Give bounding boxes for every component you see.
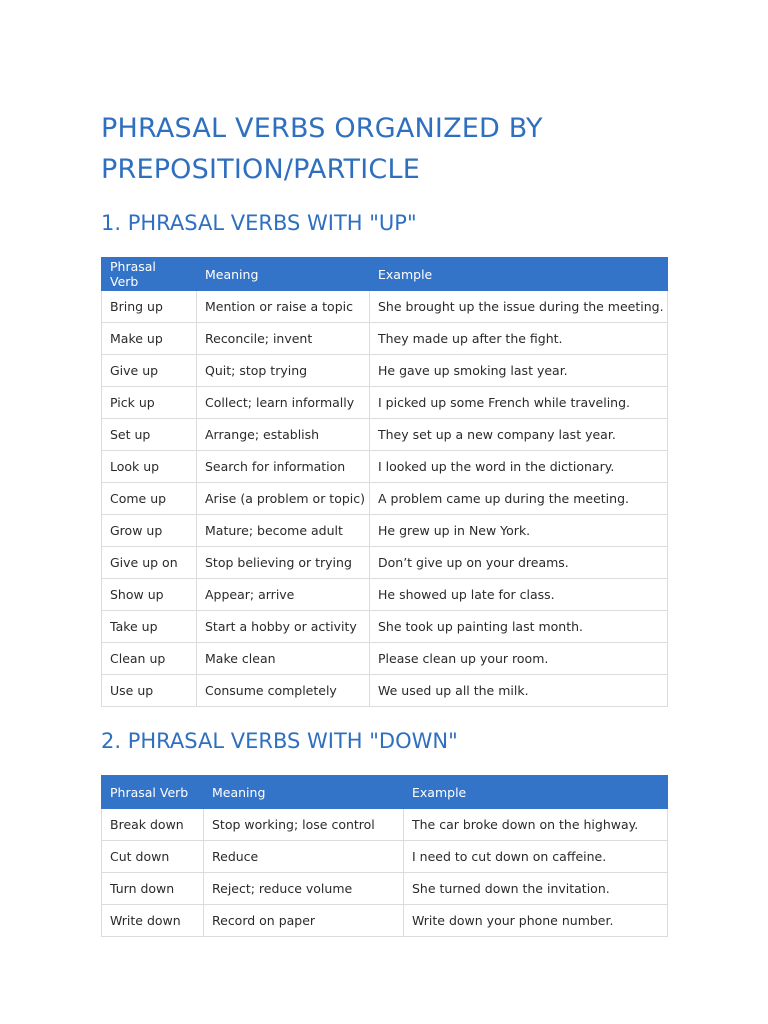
cell-example: A problem came up during the meeting. [370,483,668,515]
cell-phrasal-verb: Show up [102,579,197,611]
cell-meaning: Start a hobby or activity [197,611,370,643]
cell-meaning: Mature; become adult [197,515,370,547]
cell-phrasal-verb: Turn down [102,873,204,905]
cell-example: Write down your phone number. [404,905,668,937]
table-row [102,809,668,841]
table-header-row [102,776,668,809]
cell-example: He gave up smoking last year. [370,355,668,387]
cell-phrasal-verb: Make up [102,323,197,355]
table-row [102,643,668,675]
cell-meaning: Arrange; establish [197,419,370,451]
cell-meaning: Search for information [197,451,370,483]
cell-example: They set up a new company last year. [370,419,668,451]
cell-example: She took up painting last month. [370,611,668,643]
cell-meaning: Make clean [197,643,370,675]
cell-example: They made up after the fight. [370,323,668,355]
cell-example: He showed up late for class. [370,579,668,611]
table-row [102,873,668,905]
cell-meaning: Stop believing or trying [197,547,370,579]
cell-example: I looked up the word in the dictionary. [370,451,668,483]
column-header-example: Example [370,258,668,291]
cell-meaning: Reconcile; invent [197,323,370,355]
table-row [102,515,668,547]
cell-example: I need to cut down on caffeine. [404,841,668,873]
cell-meaning: Arise (a problem or topic) [197,483,370,515]
section-heading-up: 1. PHRASAL VERBS WITH "UP" [101,211,417,235]
table-row [102,547,668,579]
cell-phrasal-verb: Give up [102,355,197,387]
column-header-meaning: Meaning [197,258,370,291]
cell-phrasal-verb: Clean up [102,643,197,675]
document-title: PHRASAL VERBS ORGANIZED BY PREPOSITION/PARTICLE [101,113,543,185]
table-row [102,451,668,483]
cell-phrasal-verb: Use up [102,675,197,707]
cell-meaning: Quit; stop trying [197,355,370,387]
cell-example: Don’t give up on your dreams. [370,547,668,579]
cell-phrasal-verb: Break down [102,809,204,841]
cell-example: Please clean up your room. [370,643,668,675]
cell-meaning: Mention or raise a topic [197,291,370,323]
column-header-example: Example [404,776,668,809]
cell-example: The car broke down on the highway. [404,809,668,841]
column-header-meaning: Meaning [204,776,404,809]
cell-meaning: Appear; arrive [197,579,370,611]
cell-example: She brought up the issue during the meeting. [370,291,668,323]
cell-meaning: Collect; learn informally [197,387,370,419]
table-row [102,419,668,451]
table-row [102,355,668,387]
cell-meaning: Reduce [204,841,404,873]
phrasal-verbs-down-table [101,775,668,937]
cell-phrasal-verb: Write down [102,905,204,937]
table-row [102,291,668,323]
cell-phrasal-verb: Bring up [102,291,197,323]
cell-phrasal-verb: Come up [102,483,197,515]
cell-example: She turned down the invitation. [404,873,668,905]
cell-meaning: Reject; reduce volume [204,873,404,905]
column-header-verb: Phrasal Verb [102,258,197,291]
table-row [102,675,668,707]
table-header-row [102,258,668,291]
cell-phrasal-verb: Pick up [102,387,197,419]
phrasal-verbs-up-table [101,257,668,707]
cell-meaning: Stop working; lose control [204,809,404,841]
cell-phrasal-verb: Cut down [102,841,204,873]
cell-phrasal-verb: Give up on [102,547,197,579]
table-row [102,579,668,611]
cell-meaning: Record on paper [204,905,404,937]
table-row [102,611,668,643]
cell-meaning: Consume completely [197,675,370,707]
cell-phrasal-verb: Take up [102,611,197,643]
table-row [102,905,668,937]
cell-phrasal-verb: Grow up [102,515,197,547]
cell-example: He grew up in New York. [370,515,668,547]
cell-example: We used up all the milk. [370,675,668,707]
table-row [102,841,668,873]
table-row [102,387,668,419]
table-row [102,483,668,515]
table-row [102,323,668,355]
column-header-verb: Phrasal Verb [102,776,204,809]
cell-phrasal-verb: Set up [102,419,197,451]
section-heading-down: 2. PHRASAL VERBS WITH "DOWN" [101,729,458,753]
cell-example: I picked up some French while traveling. [370,387,668,419]
cell-phrasal-verb: Look up [102,451,197,483]
